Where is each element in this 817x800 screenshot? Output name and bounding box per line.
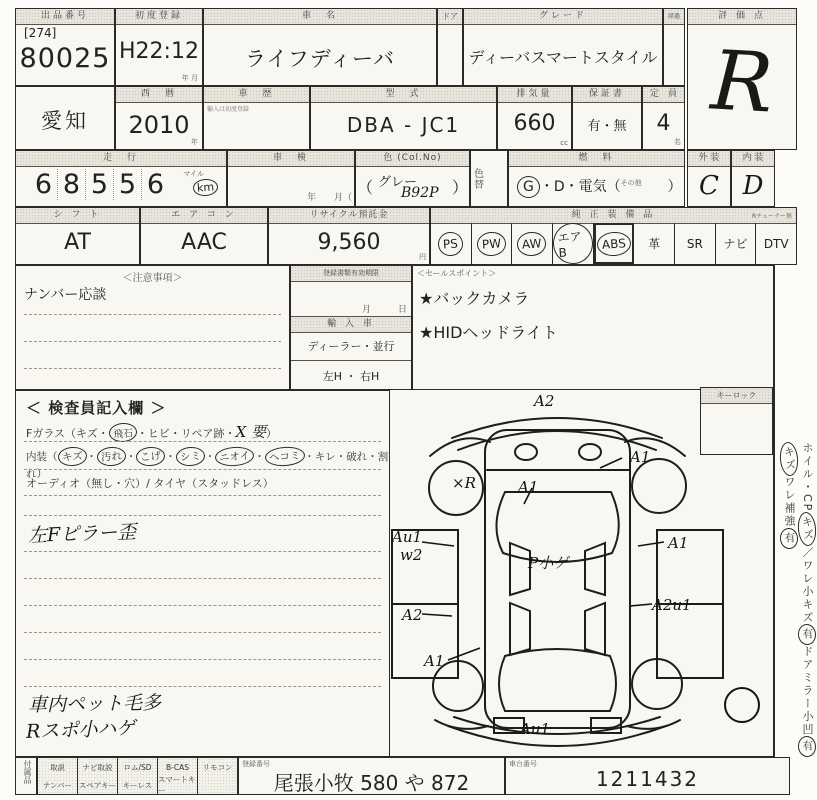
keylock-box (700, 387, 773, 455)
separator: ・ (304, 451, 315, 463)
accessory-cell: ナビ取説 (78, 758, 118, 777)
equipment-item (431, 223, 472, 264)
handle-position: 左H ・ 右H (322, 370, 380, 383)
mileage-box (15, 150, 227, 207)
fuel-label: 燃 料 (509, 151, 684, 167)
chassis-number: 1211432 (595, 767, 700, 791)
sales-points-label: ＜セールスポイント＞ (417, 269, 497, 278)
side-strip-token: ワレ (783, 476, 796, 502)
diagram-mark: A1 (518, 478, 539, 496)
side-strip-token: ドアミラー (801, 645, 814, 711)
equipment-item (512, 223, 553, 264)
diagram-mark: A1 (668, 534, 689, 552)
equipment-item: 革 (634, 223, 675, 264)
side-strip-token: キズ (797, 512, 817, 547)
side-strip-token: 有 (779, 527, 799, 549)
equipment-note: Rチューナー無 (752, 213, 792, 220)
dashed-line (24, 515, 381, 516)
equipment-box (430, 207, 797, 265)
interior-damage-token: ヘコミ (264, 446, 305, 468)
documents-date-units: 月 日 (361, 305, 407, 315)
front-glass-circled-stone-chip: 飛石 (108, 422, 137, 443)
accessory-cell: ナンバー (38, 776, 78, 795)
color-name: グレー (378, 175, 418, 190)
interior-damage-token: キレ (314, 451, 336, 463)
exterior-grade-box (687, 150, 731, 207)
hand-note-rear-spoiler: Rスポ小ハゲ (25, 717, 136, 743)
car-name: ライフディーバ (244, 47, 395, 71)
equipment-cells (431, 223, 796, 264)
chassis-number-box (505, 757, 790, 795)
accessory-cell (198, 776, 238, 795)
sales-points (419, 282, 558, 350)
year-label: 西 暦 (116, 87, 202, 103)
sales-points-box (412, 265, 775, 390)
keylock-label: キーロック (701, 388, 772, 404)
accessory-cell: 取説 (38, 758, 78, 777)
lot-bracket: [274] (24, 26, 57, 40)
warranty-box (572, 86, 642, 150)
aircon-label: エ ア コ ン (141, 208, 267, 224)
diagram-mark: P小ゲ (528, 554, 569, 572)
recycle-fee-label: リサイクル預託金 (269, 208, 429, 224)
interior-grade-box (731, 150, 775, 207)
equipment-label: 純 正 装 備 品 (431, 208, 796, 224)
dashed-line (24, 441, 381, 442)
year-value: 2010 (128, 111, 190, 139)
shift-box (15, 207, 140, 265)
color-box (355, 150, 470, 207)
exterior-grade: C (699, 171, 719, 201)
car-name-box (203, 8, 437, 86)
displacement-label: 排気量 (498, 87, 571, 103)
dashed-line (24, 341, 281, 342)
equipment-item-circled: PS (438, 231, 464, 257)
side-strip-items (780, 442, 816, 762)
separator: ・ (367, 451, 378, 463)
exterior-grade-label: 外 装 (688, 151, 730, 167)
fuel-gasoline: G (517, 176, 540, 198)
color-paren-open: （ (357, 178, 374, 197)
separator: ・ (204, 451, 216, 463)
mileage-digits (30, 169, 169, 200)
prefecture: 愛知 (41, 109, 89, 133)
equipment-item-circled: エアB (552, 222, 594, 266)
hand-note-pillar: 左Fピラー歪 (27, 521, 137, 547)
accessories-grid (37, 757, 238, 795)
dashed-line (24, 605, 381, 606)
dashed-line (24, 578, 381, 579)
score-box (687, 8, 797, 150)
side-strip-token: キズ (779, 441, 800, 476)
color-change-label: 色替 (474, 169, 484, 191)
warranty-label: 保証書 (573, 87, 641, 103)
interior-damage-token: シミ (175, 446, 205, 467)
interior-line-prefix: 内装（ (26, 451, 58, 463)
history-note: 輸入は初度登録 (207, 106, 250, 113)
side-strip (777, 390, 816, 770)
lot-number-label: 出品番号 (16, 9, 114, 25)
recycle-fee-unit: 円 (419, 253, 426, 261)
accessories-row-1 (38, 758, 238, 777)
equipment-item: ナビ (716, 223, 757, 264)
history-label: 車 歴 (204, 87, 309, 103)
side-strip-token: 補強 (783, 502, 796, 528)
year-unit: 年 (191, 138, 198, 146)
fuel-other-label: その他 (620, 179, 642, 187)
accessory-cell: リモコン (198, 758, 238, 777)
side-strip-token: 有 (797, 736, 817, 758)
inspector-title: ＜ 検査員記入欄 ＞ (26, 399, 167, 417)
grade-label: グレード (464, 9, 662, 25)
interior-damage-token: 割れ (26, 451, 389, 480)
interior-line-suffix: ） (36, 468, 47, 480)
diagram-mark: A1 (630, 448, 651, 466)
dashed-line (24, 659, 381, 660)
accessory-cell: キーレス (118, 776, 158, 795)
front-glass-hand-x-required: X 要 (235, 423, 267, 441)
equipment-item-circled: AW (517, 231, 548, 257)
mileage-label: 走 行 (16, 151, 226, 167)
shaken-box (227, 150, 355, 207)
diagram-mark: Au1 (520, 720, 551, 738)
score-label: 評 価 点 (688, 9, 796, 25)
score-value: R (708, 33, 776, 132)
dashed-line (24, 469, 381, 470)
accessory-cell: スマートキー (158, 776, 198, 795)
import-type: ディーラー・並行 (307, 340, 395, 353)
door-label: ドア (438, 9, 462, 25)
lot-number-box (15, 8, 115, 86)
model-code: DBA - JC1 (346, 113, 461, 137)
documents-label: 登録書類有効期限 (291, 266, 411, 282)
equipment-item (553, 223, 594, 264)
diagram-mark: ×R (452, 474, 476, 492)
equipment-item: SR (675, 223, 716, 264)
front-glass-text2: ・ヒビ・リペア跡・ (136, 427, 236, 440)
lot-number: 80025 (19, 43, 111, 74)
sales-point: ★バックカメラ (419, 289, 530, 308)
mileage-digit: 5 (114, 169, 142, 200)
capacity-value: 4 (656, 111, 671, 136)
registration-number: 尾張小牧 580 や 872 (273, 771, 470, 795)
elapsed-box (663, 8, 685, 86)
separator: ・ (125, 451, 137, 463)
history-box (203, 86, 310, 150)
mileage-digit: 6 (146, 169, 165, 200)
front-glass-close: ） (266, 427, 278, 440)
hand-note-pet-hair: 車内ペット毛多 (27, 691, 162, 717)
separator: ・ (254, 451, 265, 463)
registration-number-box (238, 757, 505, 795)
equipment-item (594, 223, 635, 264)
elapsed-label: 経過 (664, 9, 684, 25)
side-strip-token: ホイル・CP (801, 442, 814, 513)
mileage-digit: 8 (58, 169, 86, 200)
displacement-box (497, 86, 572, 150)
dashed-line (24, 495, 381, 496)
equipment-item-circled: PW (476, 231, 507, 257)
caution-text: ナンバー応談 (24, 287, 107, 303)
aircon-box (140, 207, 268, 265)
prefecture-box (15, 86, 115, 150)
color-label: 色 (Col.No) (356, 151, 469, 167)
first-registration-box (115, 8, 203, 86)
fuel-paren-close: ） (667, 179, 682, 195)
caution-label: ＜注意事項＞ (122, 273, 183, 284)
color-paren-close: ） (451, 178, 468, 197)
displacement-value: 660 (513, 111, 556, 136)
recycle-fee-box (268, 207, 430, 265)
front-glass-line (26, 421, 277, 442)
diagram-mark: A2 (534, 392, 555, 410)
first-registration-value: H22:12 (119, 39, 199, 64)
accessory-cell: ロム/SD (118, 758, 158, 777)
car-name-label: 車 名 (204, 9, 436, 25)
equipment-item (472, 223, 513, 264)
side-strip-token: ／ワレ (801, 546, 814, 586)
dashed-line (24, 632, 381, 633)
import-car-label: 輸 入 車 (291, 316, 411, 333)
equipment-item: DTV (763, 236, 789, 251)
mileage-digit: 5 (86, 169, 114, 200)
capacity-unit: 名 (674, 138, 681, 146)
inspector-notes-box (15, 390, 390, 757)
mileage-unit: km (192, 178, 218, 197)
accessory-cell: スペアキー (78, 776, 118, 795)
mileage-unit-top: マイル (183, 170, 204, 178)
model-code-box (310, 86, 497, 150)
shaken-units: 年 月（ (306, 193, 352, 203)
side-strip-token: 有 (797, 624, 817, 646)
interior-damage-token: ニオイ (215, 446, 255, 468)
separator: ・ (335, 451, 347, 463)
audio-tire-line: オーディオ（無し・穴）/ タイヤ（スタッドレス） (26, 477, 274, 490)
door-box (437, 8, 463, 86)
front-glass-text: Fガラス（キズ・ (26, 427, 109, 440)
capacity-box (642, 86, 685, 150)
capacity-label: 定 員 (643, 87, 684, 103)
color-code: B92P (401, 185, 439, 201)
aircon-value: AAC (181, 230, 227, 255)
color-change-box (470, 150, 508, 207)
separator: ・ (165, 451, 176, 463)
dashed-line (24, 551, 381, 552)
diagram-mark: A2u1 (652, 596, 692, 614)
shaken-label: 車 検 (228, 151, 354, 167)
dashed-line (24, 368, 281, 369)
warranty-value: 有・無 (587, 119, 627, 134)
diagram-mark: Au1 (392, 528, 423, 546)
interior-grade-label: 内 装 (732, 151, 774, 167)
interior-damage-token: キズ (57, 446, 87, 467)
dashed-line (24, 686, 381, 687)
interior-damage-token: 汚れ (96, 446, 126, 467)
mileage-digit: 6 (30, 169, 58, 200)
separator: ・ (86, 451, 97, 463)
sales-point: ★HIDヘッドライト (419, 323, 558, 342)
caution-box (15, 265, 290, 390)
first-registration-label: 初度登録 (116, 9, 202, 25)
side-strip-token: 小キズ (801, 585, 814, 625)
diagram-mark: w2 (400, 546, 423, 564)
equipment-item-circled: ABS (596, 230, 631, 256)
interior-grade: D (742, 171, 764, 201)
registration-number-label: 登録番号 (242, 760, 270, 768)
accessories-row-2 (38, 776, 238, 795)
year-box (115, 86, 203, 150)
shift-value: AT (64, 230, 91, 255)
shift-label: シ フ ト (16, 208, 139, 224)
interior-damage-token: こげ (136, 446, 166, 467)
grade-box (463, 8, 663, 86)
model-code-label: 型 式 (311, 87, 496, 103)
first-registration-unit: 年 月 (181, 74, 198, 82)
accessories-label: 付属品 (23, 760, 32, 784)
diagram-mark: A1 (424, 652, 445, 670)
fuel-box (508, 150, 685, 207)
accessory-cell: B-CAS (158, 758, 198, 777)
recycle-fee: 9,560 (317, 230, 381, 255)
side-strip-token: 小凹 (801, 710, 814, 737)
dashed-line (24, 314, 281, 315)
accessories-label-box (15, 757, 37, 795)
chassis-number-label: 車台番号 (509, 760, 537, 768)
grade-value: ディーバスマートスタイル (468, 48, 658, 67)
fuel-options: ・D・電気（ (539, 179, 621, 195)
interior-damage-token: 破れ (346, 451, 368, 463)
displacement-unit: cc (560, 139, 568, 147)
documents-box (290, 265, 412, 390)
diagram-mark: A2 (402, 606, 423, 624)
